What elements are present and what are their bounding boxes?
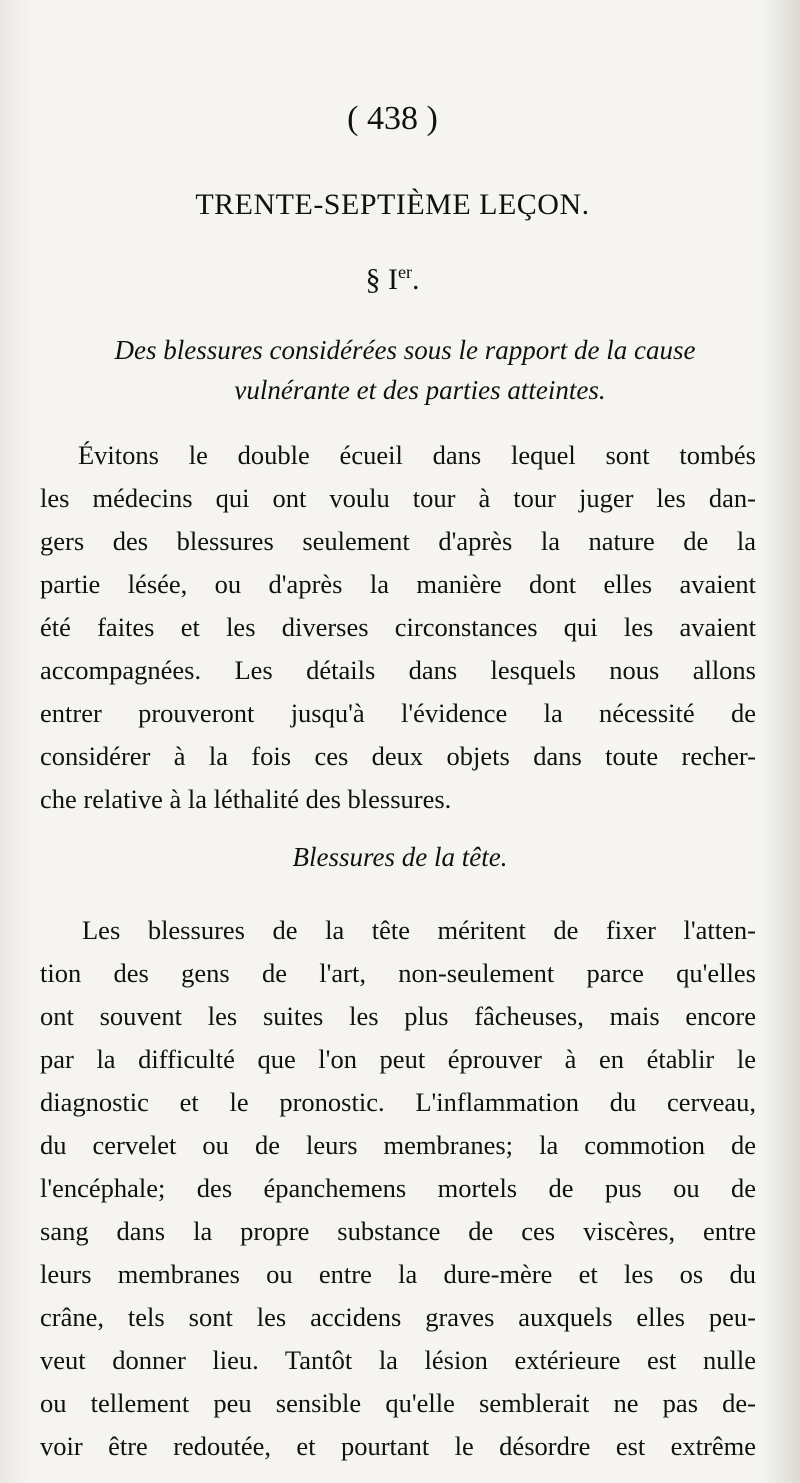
section-mark-superscript: er xyxy=(398,262,412,282)
section-heading: Blessures de la tête. xyxy=(292,842,508,872)
paragraph-line: l'encéphale; des épanchemens mortels de pus ou de xyxy=(40,1173,756,1203)
paragraph-line: les médecins qui ont voulu tour à tour juger les dan- xyxy=(40,483,756,513)
paragraph-line: ou tellement peu sensible qu'elle semblerait ne pas de- xyxy=(40,1388,756,1418)
subtitle-line: vulnérante et des parties atteintes. xyxy=(234,375,606,405)
paragraph-line: veut donner lieu. Tantôt la lésion extérieure est nulle xyxy=(40,1345,756,1375)
paragraph-line: par la difficulté que l'on peut éprouver à en établir le xyxy=(40,1044,756,1074)
section-mark: § Ier. xyxy=(365,262,420,296)
paragraph-line: ont souvent les suites les plus fâcheuses, mais encore xyxy=(40,1001,756,1031)
paragraph-line: voir être redoutée, et pourtant le désordre est extrême xyxy=(40,1431,756,1461)
paragraph-line: diagnostic et le pronostic. L'inflammation du cerveau, xyxy=(40,1087,756,1117)
section-mark-text: § I xyxy=(365,263,398,296)
paragraph-line: sang dans la propre substance de ces viscères, entre xyxy=(40,1216,756,1246)
paragraph-line: accompagnées. Les détails dans lesquels nous allons xyxy=(40,655,756,685)
subtitle-line: Des blessures considérées sous le rapport de la cause xyxy=(114,335,696,365)
paragraph-line: entrer prouveront jusqu'à l'évidence la nécessité de xyxy=(40,698,756,728)
paragraph-line: été faites et les diverses circonstances qui les avaient xyxy=(40,612,756,642)
paragraph-line: Évitons le double écueil dans lequel sont tombés xyxy=(78,440,756,470)
paragraph-line: che relative à la léthalité des blessures. xyxy=(40,784,452,814)
paragraph-line: Les blessures de la tête méritent de fixer l'atten- xyxy=(82,915,756,945)
paragraph-line: crâne, tels sont les accidens graves auxquels elles peu- xyxy=(40,1302,756,1332)
paragraph-line: du cervelet ou de leurs membranes; la commotion de xyxy=(40,1130,756,1160)
paragraph-line: considérer à la fois ces deux objets dans toute recher- xyxy=(40,741,756,771)
paragraph-line: partie lésée, ou d'après la manière dont elles avaient xyxy=(40,569,756,599)
paragraph-line: leurs membranes ou entre la dure-mère et les os du xyxy=(40,1259,756,1289)
paragraph-line: tion des gens de l'art, non-seulement parce qu'elles xyxy=(40,958,756,988)
paragraph-line: gers des blessures seulement d'après la nature de la xyxy=(40,526,756,556)
chapter-title: TRENTE-SEPTIÈME LEÇON. xyxy=(195,188,590,221)
page-number: ( 438 ) xyxy=(347,100,438,137)
